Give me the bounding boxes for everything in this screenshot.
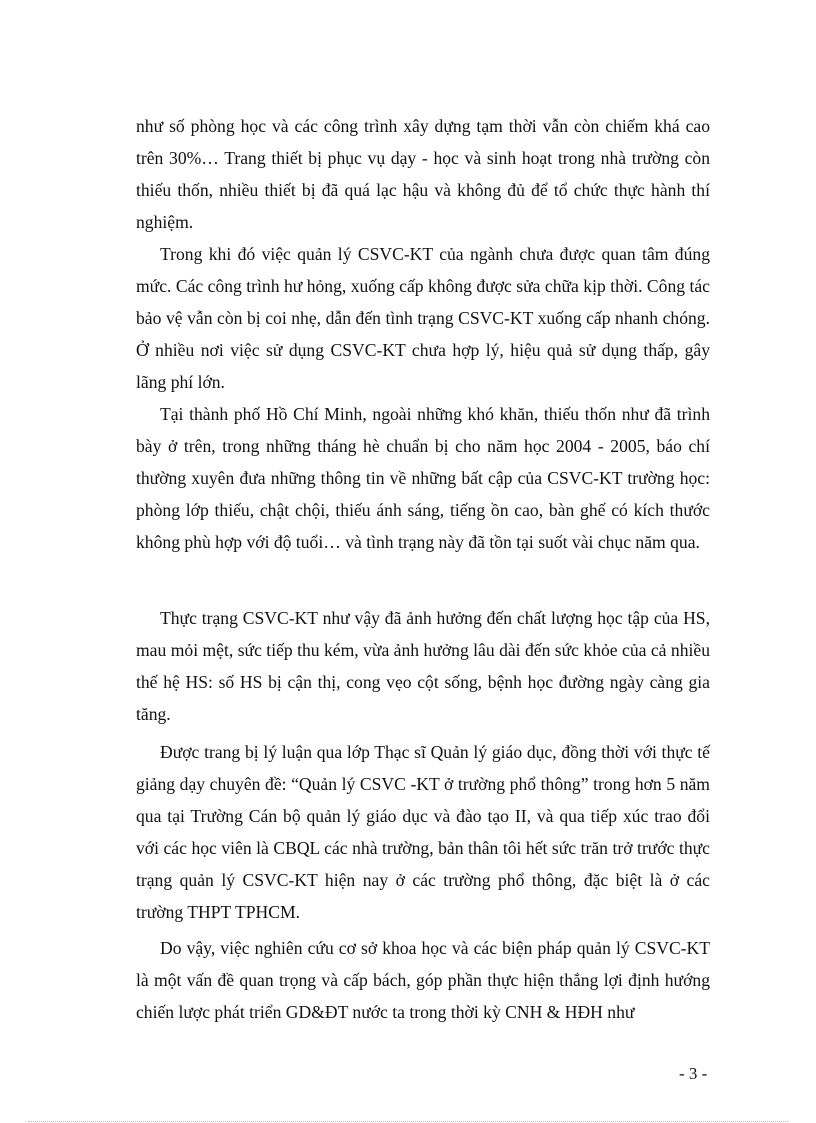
paragraph-impact-on-students: Thực trạng CSVC-KT như vậy đã ảnh hưởng đến chất lượng học tập của HS, mau mỏi mệt, sức tiếp thu kém, vừa ảnh hưởng lâu dài đến sức khỏe của cả nhiều thế hệ HS: số HS bị cận thị, cong vẹo cột sống, bệnh học đường ngày càng gia tăng. [136,608,710,724]
paragraph-author-motivation: Được trang bị lý luận qua lớp Thạc sĩ Quản lý giáo dục, đồng thời với thực tế giảng dạy chuyên đề: “Quản lý CSVC -KT ở trường phổ thông” trong hơn 5 năm qua tại Trường Cán bộ quản lý giáo dục và đào tạo II, và qua tiếp xúc trao đổi với các học viên là CBQL các nhà trường, bản thân tôi hết sức trăn trở trước thực trạng quản lý CSVC-KT hiện nay ở các trường phổ thông, đặc biệt là ở các trường THPT TPHCM. [136,742,710,922]
page-bottom-divider [28,1121,788,1122]
paragraph-hcmc-situation: Tại thành phố Hồ Chí Minh, ngoài những khó khăn, thiếu thốn như đã trình bày ở trên, trong những tháng hè chuẩn bị cho năm học 2004 - 2005, báo chí thường xuyên đưa những thông tin về những bất cập của CSVC-KT trường học: phòng lớp thiếu, chật chội, thiếu ánh sáng, tiếng ồn cao, bàn ghế có kích thước không phù hợp với độ tuổi… và tình trạng này đã tồn tại suốt vài chục năm qua. [136,404,710,552]
paragraph-continuation: như số phòng học và các công trình xây dựng tạm thời vẫn còn chiếm khá cao trên 30%… Trang thiết bị phục vụ dạy - học và sinh hoạt trong nhà trường còn thiếu thốn, nhiều thiết bị đã quá lạc hậu và không đủ để tổ chức thực hành thí nghiệm. [136,116,710,232]
paragraph-research-rationale: Do vậy, việc nghiên cứu cơ sở khoa học và các biện pháp quản lý CSVC-KT là một vấn đề quan trọng và cấp bách, góp phần thực hiện thắng lợi định hướng chiến lược phát triển GD&ĐT nước ta trong thời kỳ CNH & HĐH như [136,938,710,1022]
paragraph-management-neglect: Trong khi đó việc quản lý CSVC-KT của ngành chưa được quan tâm đúng mức. Các công trình hư hỏng, xuống cấp không được sửa chữa kịp thời. Công tác bảo vệ vẫn còn bị coi nhẹ, dẫn đến tình trạng CSVC-KT xuống cấp nhanh chóng. Ở nhiều nơi việc sử dụng CSVC-KT chưa hợp lý, hiệu quả sử dụng thấp, gây lãng phí lớn. [136,244,710,392]
page-number: - 3 - [679,1064,708,1083]
